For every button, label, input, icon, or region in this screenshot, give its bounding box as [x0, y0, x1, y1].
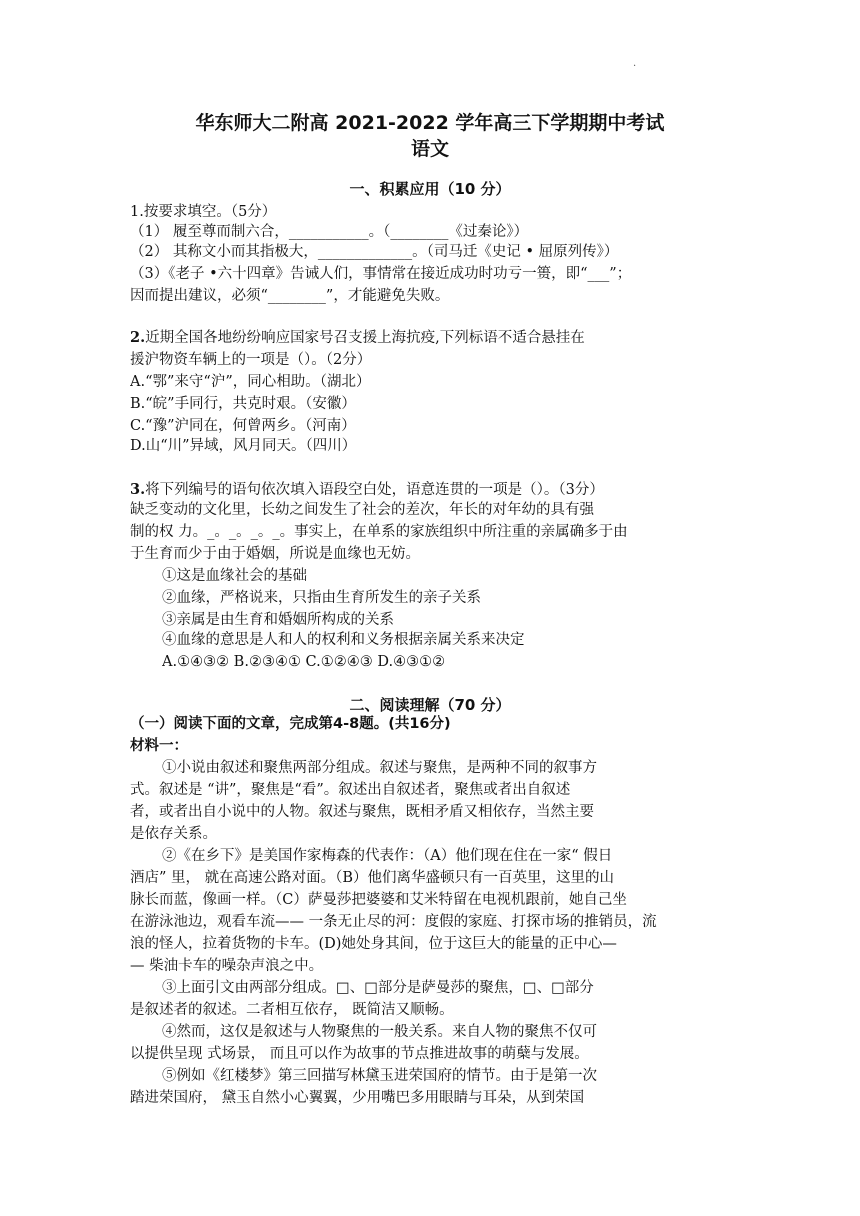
- para-line: ④然而，这仅是叙述与人物聚焦的一般关系。来自人物的聚焦不仅可: [162, 1024, 597, 1040]
- q1-line-2: （2） 其称文小而其指极大，_____________。（司马迁《史记 • 屈原列传》）: [130, 244, 619, 260]
- q2-option-d: D.山“川”异域，风月同天。（四川）: [130, 438, 357, 454]
- reading-subsection-title: （一）阅读下面的文章，完成第4-8题。(共16分): [130, 716, 451, 732]
- q3-sentence-1: ①这是血缘社会的基础: [162, 568, 307, 584]
- para-line: ③上面引文由两部分组成。□、□部分是萨曼莎的聚焦，□、□部分: [162, 980, 594, 996]
- para-line: 以提供呈现 式场景， 而且可以作为故事的节点推进故事的萌蘖与发展。: [130, 1046, 589, 1062]
- q3-sentence-3: ③亲属是由生育和婚姻所构成的关系: [162, 612, 394, 628]
- para-line: 是依存关系。: [130, 826, 217, 842]
- q2-option-a: A.“鄂”来守“沪”，同心相助。（湖北）: [130, 374, 371, 390]
- exam-title: 华东师大二附高 2021-2022 学年高三下学期期中考试: [195, 112, 665, 134]
- section-heading-2: 二、阅读理解（70 分）: [349, 696, 511, 714]
- q2-option-c: C.“豫”沪同在，何曾两乡。（河南）: [130, 418, 356, 434]
- para-line: ⑤例如《红楼梦》第三回描写林黛玉进荣国府的情节。由于是第一次: [162, 1068, 597, 1084]
- para-line: 浪的怪人，拉着货物的卡车。(D)她处身其间，位于这巨大的能量的正中心—: [130, 936, 617, 952]
- exam-subject: 语文: [410, 138, 449, 160]
- q3-stem: [130, 480, 740, 500]
- para-line: — 柴油卡车的噪杂声浪之中。: [130, 958, 324, 974]
- q3-sentence-2: ②血缘，严格说来，只指由生育所发生的亲子关系: [162, 590, 481, 606]
- q1-stem: 1.按要求填空。（5分）: [130, 204, 277, 220]
- para-line: 者，或者出自小说中的人物。叙述与聚焦，既相矛盾又相依存，当然主要: [130, 804, 594, 820]
- q3-choices: A.①④③② B.②③④① C.①②④③ D.④③①②: [162, 654, 446, 670]
- q3-passage-line-2: 制的权 力。_。_。_。_。事实上，在单系的家族组织中所注重的亲属确多于由: [130, 524, 628, 540]
- para-line: 酒店” 里， 就在高速公路对面。（B）他们离华盛顿只有一百英里，这里的山: [130, 870, 615, 886]
- q2-stem-line-1: [130, 328, 740, 348]
- para-line: 踏进荣国府， 黛玉自然小心翼翼，少用嘴巴多用眼睛与耳朵，从到荣国: [130, 1090, 585, 1106]
- q1-line-1: （1） 履至尊而制六合，___________。（________《过秦论》）: [130, 224, 529, 240]
- q3-passage-line-3: 于生育而少于由于婚姻，所说是血缘也无妨。: [130, 546, 420, 562]
- material-label: 材料一：: [130, 738, 188, 754]
- q1-line-4: 因而提出建议，必须“________”，才能避免失败。: [130, 288, 450, 304]
- section-heading-1: 一、积累应用（10 分）: [349, 180, 511, 198]
- q2-number: 2.: [130, 329, 146, 346]
- page-mark: .: [633, 58, 637, 69]
- q3-number: 3.: [130, 481, 146, 498]
- q3-stem-text: 将下列编号的语句依次填入语段空白处，语意连贯的一项是（）。（3分）: [145, 482, 604, 498]
- q2-stem-line-2: 援沪物资车辆上的一项是（）。（2分）: [130, 352, 372, 368]
- q3-sentence-4: ④血缘的意思是人和人的权利和义务根据亲属关系来决定: [162, 632, 525, 648]
- q2-option-b: B.“皖”手同行，共克时艰。（安徽）: [130, 396, 356, 412]
- para-line: ①小说由叙述和聚焦两部分组成。叙述与聚焦，是两种不同的叙事方: [162, 760, 597, 776]
- para-line: 是叙述者的叙述。二者相互依存， 既简洁又顺畅。: [130, 1002, 454, 1018]
- q1-line-3: （3）《老子 •六十四章》告诫人们，事情常在接近成功时功亏一篑，即“___”；: [130, 266, 632, 282]
- q2-stem-text: 近期全国各地纷纷响应国家号召支援上海抗疫,下列标语不适合悬挂在: [145, 330, 585, 346]
- para-line: 在游泳池边，观看车流—— 一条无止尽的河：度假的家庭、打探市场的推销员，流: [130, 914, 657, 930]
- para-line: 脉长而蓝，像画一样。（C）萨曼莎把婆婆和艾米特留在电视机跟前，她自己坐: [130, 892, 627, 908]
- para-line: 式。叙述是 “讲”，聚焦是“看”。叙述出自叙述者，聚焦或者出自叙述: [130, 782, 571, 798]
- q3-passage-line-1: 缺乏变动的文化里，长幼之间发生了社会的差次，年长的对年幼的具有强: [130, 502, 594, 518]
- para-line: ②《在乡下》是美国作家梅森的代表作：（A）他们现在住在一家“ 假日: [162, 848, 613, 864]
